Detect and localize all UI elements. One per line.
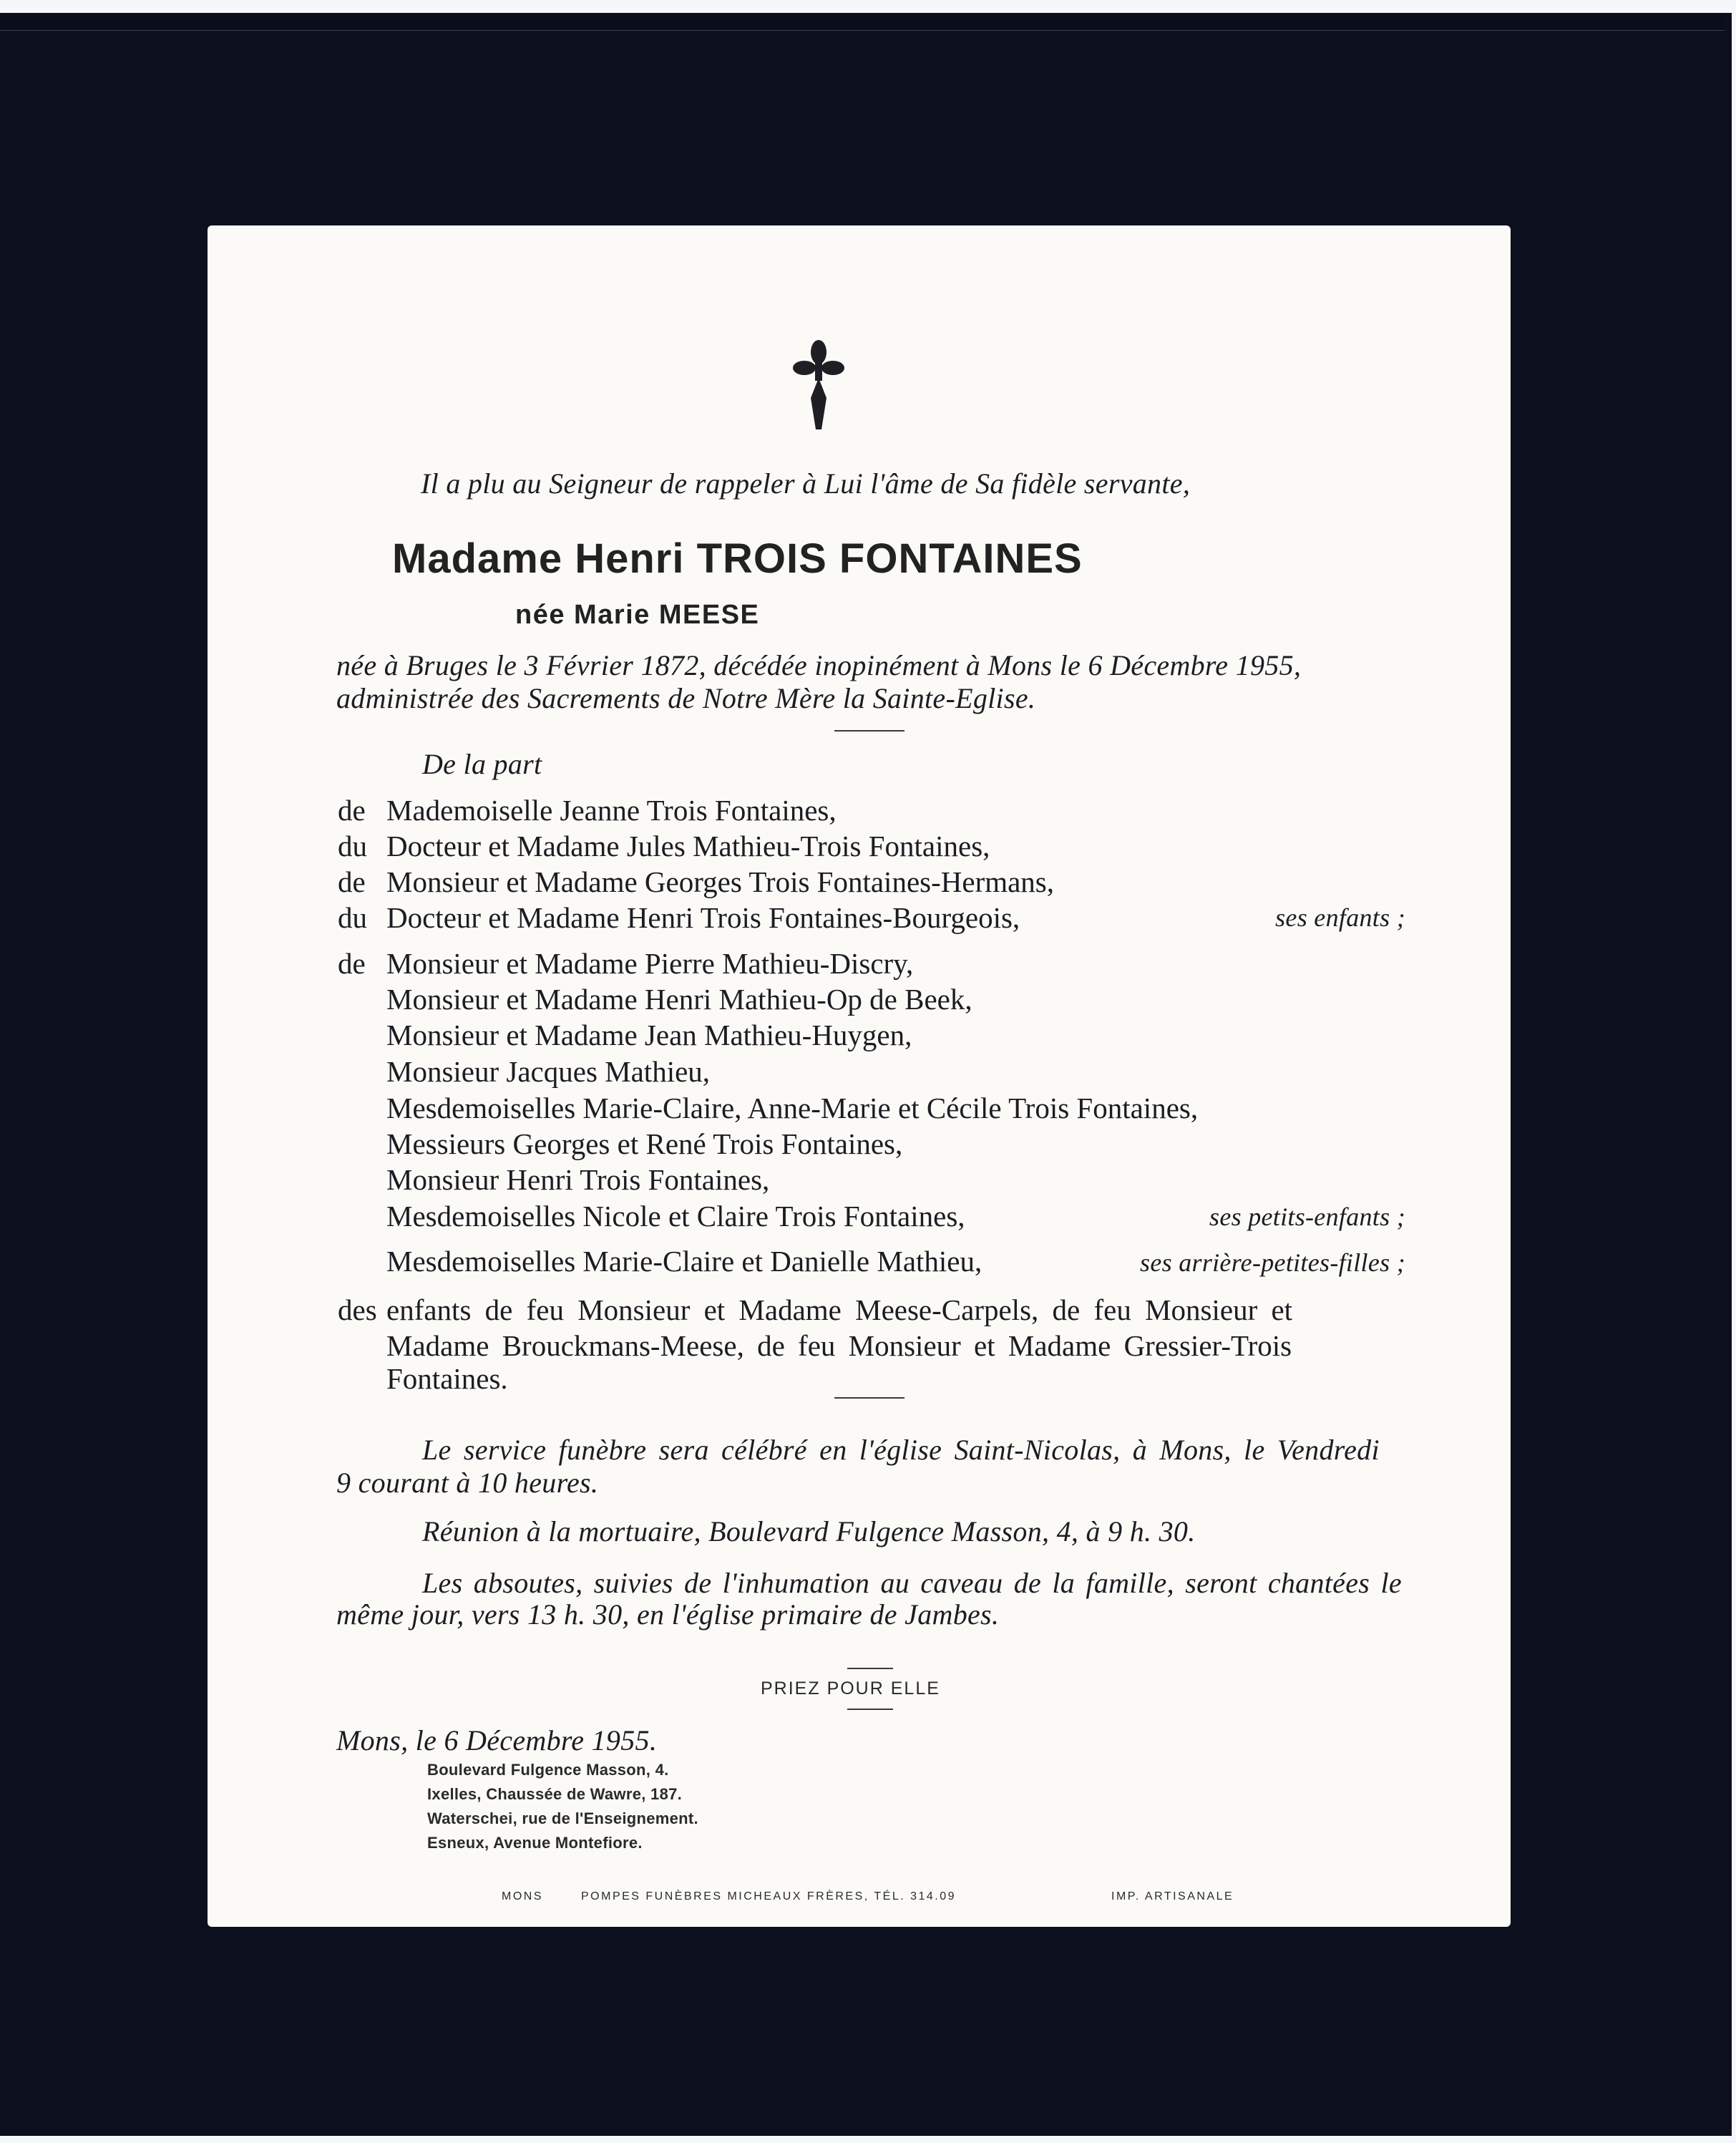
service-line: 9 courant à 10 heures. [336,1467,599,1499]
divider [847,1668,893,1669]
service-line: Le service funèbre sera célébré en l'église Saint-Nicolas, à Mons, le Vendredi [422,1434,1380,1466]
line-prefix: des [338,1293,377,1326]
grandchild-entry: Monsieur et Madame Jean Mathieu-Huygen, [386,1019,912,1051]
relatives-line: Madame Brouckmans-Meese, de feu Monsieur et Madame Gressier-Trois [386,1329,1292,1362]
divider [847,1709,893,1710]
footer-imprint: IMP. ARTISANALE [1111,1890,1234,1903]
card-fold-edge [0,13,1725,31]
address-line: Waterschei, rue de l'Enseignement. [427,1809,698,1827]
grandchild-entry: Monsieur et Madame Henri Mathieu-Op de Beek, [386,983,972,1016]
grandchild-entry: Monsieur Henri Trois Fontaines, [386,1163,770,1196]
line-prefix: du [338,901,367,934]
grandchild-entry: Messieurs Georges et René Trois Fontaines, [386,1127,903,1160]
divider [834,1397,904,1399]
child-entry: Monsieur et Madame Georges Trois Fontaines-Hermans, [386,865,1055,898]
prayer-line: PRIEZ POUR ELLE [761,1678,940,1699]
relation-label: ses enfants ; [1275,903,1405,932]
relation-label: ses petits-enfants ; [1209,1202,1405,1231]
de-la-part-heading: De la part [422,748,542,780]
birth-death-line: née à Bruges le 3 Février 1872, décédée inopinément à Mons le 6 Décembre 1955, [336,649,1302,681]
grandchild-entry: Monsieur Jacques Mathieu, [386,1055,711,1088]
great-grandchild-entry: Mesdemoiselles Marie-Claire et Danielle Mathieu, [386,1245,982,1278]
footer-printer: POMPES FUNÈBRES MICHEAUX FRÈRES, TÉL. 314.09 [581,1890,957,1903]
absoutes-line: Les absoutes, suivies de l'inhumation au caveau de la famille, seront chantées le [422,1567,1402,1599]
relatives-line: Fontaines. [386,1362,508,1395]
cross-icon [793,338,844,431]
grandchild-entry: Mesdemoiselles Marie-Claire, Anne-Marie et Cécile Trois Fontaines, [386,1092,1199,1124]
address-line: Ixelles, Chaussée de Wawre, 187. [427,1785,683,1803]
place-date: Mons, le 6 Décembre 1955. [336,1724,658,1756]
deceased-name-title: Madame Henri TROIS FONTAINES [392,535,1083,582]
child-entry: Docteur et Madame Henri Trois Fontaines-Bourgeois, [386,901,1020,934]
line-prefix: du [338,830,367,862]
maiden-name: née Marie MEESE [515,600,760,630]
child-entry: Docteur et Madame Jules Mathieu-Trois Fontaines, [386,830,990,862]
footer-city: MONS [502,1890,543,1903]
child-entry: Mademoiselle Jeanne Trois Fontaines, [386,794,837,827]
address-line: Boulevard Fulgence Masson, 4. [427,1761,669,1779]
line-prefix: de [338,794,366,827]
reunion-line: Réunion à la mortuaire, Boulevard Fulgence Masson, 4, à 9 h. 30. [422,1515,1196,1547]
grandchild-entry: Monsieur et Madame Pierre Mathieu-Discry, [386,947,914,980]
divider [834,730,904,732]
sacraments-line: administrée des Sacrements de Notre Mère la Sainte-Eglise. [336,682,1036,714]
grandchild-entry: Mesdemoiselles Nicole et Claire Trois Fontaines, [386,1200,965,1233]
relatives-line: enfants de feu Monsieur et Madame Meese-Carpels, de feu Monsieur et [386,1293,1293,1326]
intro-line: Il a plu au Seigneur de rappeler à Lui l'âme de Sa fidèle servante, [421,467,1191,500]
address-line: Esneux, Avenue Montefiore. [427,1834,643,1852]
line-prefix: de [338,865,366,898]
absoutes-line: même jour, vers 13 h. 30, en l'église primaire de Jambes. [336,1598,1000,1631]
relation-label: ses arrière-petites-filles ; [1140,1248,1405,1277]
line-prefix: de [338,947,366,980]
